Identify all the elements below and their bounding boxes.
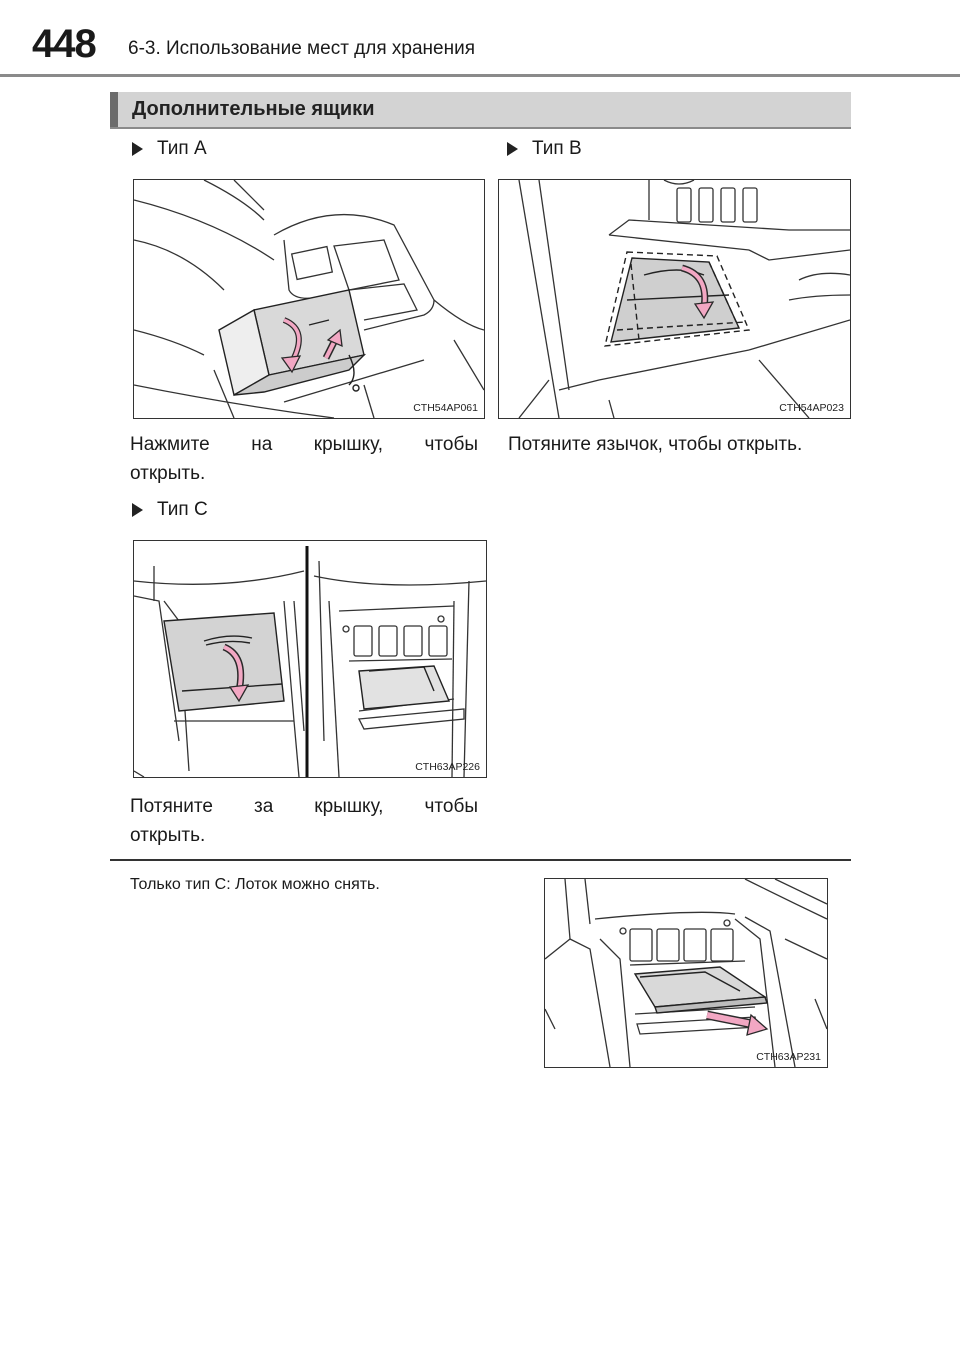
type-c-label: Тип C <box>157 499 208 520</box>
caption-word: на <box>251 434 273 455</box>
caption-word: за <box>253 796 274 817</box>
caption-word: чтобы <box>424 434 478 455</box>
type-b-heading <box>507 138 582 160</box>
caption-c-line1 <box>130 792 478 821</box>
caption-type-a <box>130 430 478 488</box>
caption-word: чтобы <box>424 796 478 817</box>
section-accent <box>110 92 118 127</box>
page-number: 448 <box>32 22 96 66</box>
lower-tray-illustration <box>134 541 486 777</box>
figure-code-a: CTH54AP061 <box>413 402 478 414</box>
caption-c-line2: открыть. <box>130 825 206 846</box>
note-text: Только тип C: Лоток можно снять. <box>130 876 380 893</box>
caption-type-c <box>130 792 478 850</box>
type-a-heading <box>132 138 207 160</box>
section-header <box>110 92 851 129</box>
bullet-triangle-icon <box>132 503 143 517</box>
caption-a-line2: открыть. <box>130 463 206 484</box>
chapter-title: 6-3. Использование мест для хранения <box>128 38 476 59</box>
caption-word: Нажмите <box>130 434 210 455</box>
caption-word: крышку, <box>314 796 384 817</box>
dashboard-tray-illustration <box>499 180 850 418</box>
bullet-triangle-icon <box>132 142 143 156</box>
figure-code-note: CTH63AP231 <box>756 1051 821 1063</box>
caption-a-line1 <box>130 430 478 459</box>
figure-type-c <box>133 540 487 778</box>
type-a-label: Тип A <box>157 138 207 159</box>
header-divider <box>0 74 960 77</box>
section-title: Дополнительные ящики <box>132 98 375 120</box>
bullet-triangle-icon <box>507 142 518 156</box>
figure-code-b: CTH54AP023 <box>779 402 844 414</box>
caption-word: Потяните <box>130 796 213 817</box>
figure-tray-removal <box>544 878 828 1068</box>
caption-word: крышку, <box>313 434 383 455</box>
note-divider <box>110 859 851 861</box>
overhead-console-illustration <box>134 180 484 418</box>
type-b-label: Тип B <box>532 138 582 159</box>
caption-type-b: Потяните язычок, чтобы открыть. <box>508 434 803 455</box>
figure-type-b <box>498 179 851 419</box>
figure-code-c: CTH63AP226 <box>415 761 480 773</box>
type-c-heading <box>132 499 208 521</box>
figure-type-a <box>133 179 485 419</box>
tray-removal-illustration <box>545 879 827 1067</box>
